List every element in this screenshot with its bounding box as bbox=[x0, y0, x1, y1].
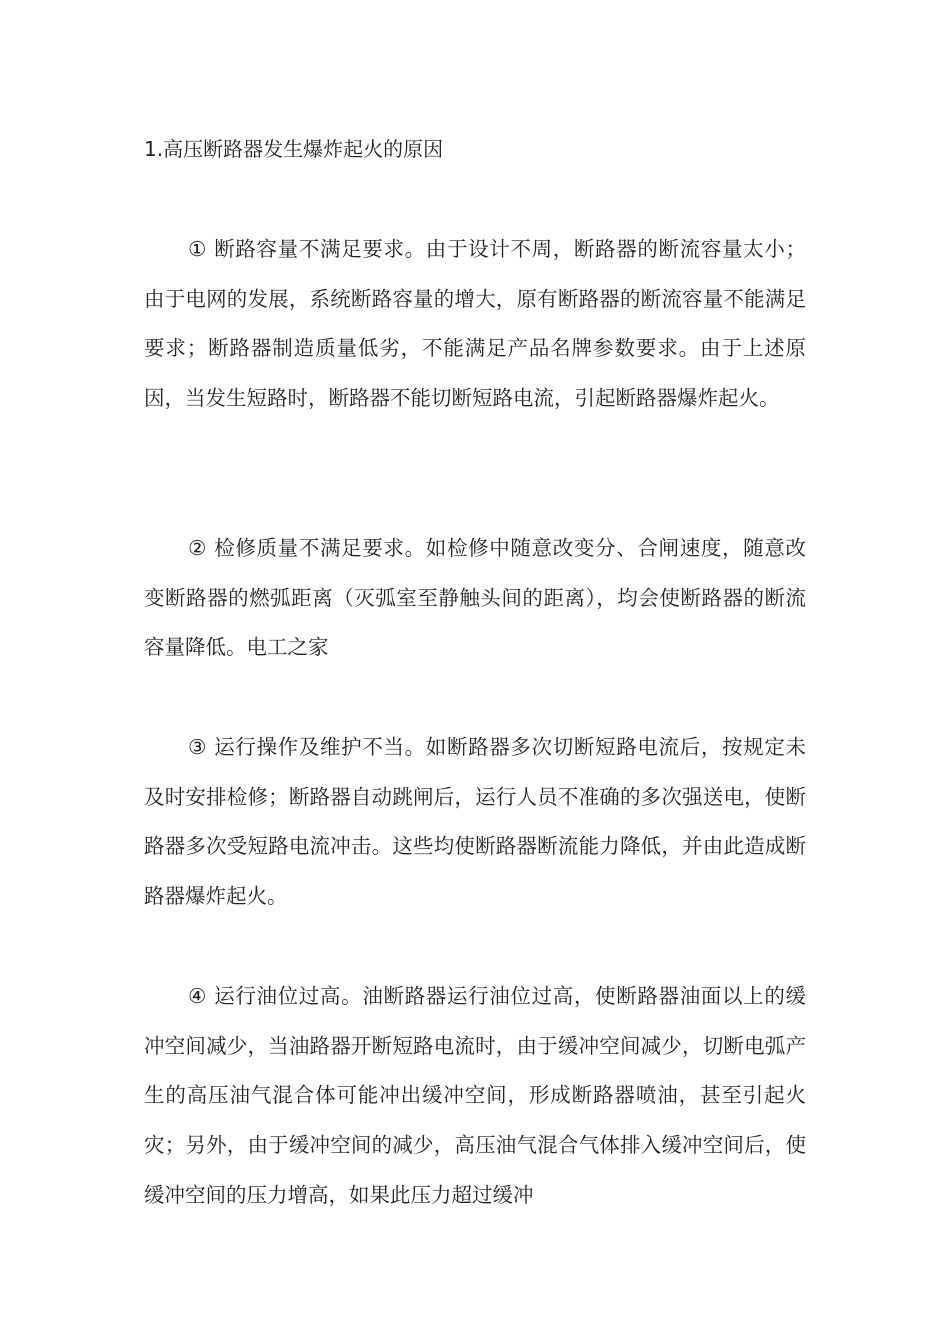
paragraph-breaking-capacity: ① 断路容量不满足要求。由于设计不周，断路器的断流容量太小；由于电网的发展，系统断路容量的增大，原有断路器的断流容量不能满足要求；断路器制造质量低劣，不能满足产品名牌参数要求。由于上述原因，当发生短路时，断路器不能切断短路电流，引起断路器爆炸起火。 bbox=[144, 237, 806, 411]
section-heading: 1.高压断路器发生爆炸起火的原因 bbox=[144, 137, 444, 161]
paragraph-maintenance-quality: ② 检修质量不满足要求。如检修中随意改变分、合闸速度，随意改变断路器的燃弧距离（灭弧室至静触头间的距离），均会使断路器的断流容量降低。电工之家 bbox=[144, 536, 806, 660]
paragraph-operation-maintenance: ③ 运行操作及维护不当。如断路器多次切断短路电流后，按规定未及时安排检修；断路器自动跳闸后，运行人员不准确的多次强送电，使断路器多次受短路电流冲击。这些均使断路器断流能力降低，并由此造成断路器爆炸起火。 bbox=[144, 735, 806, 909]
paragraph-oil-level: ④ 运行油位过高。油断路器运行油位过高，使断路器油面以上的缓冲空间减少，当油路器开断短路电流时，由于缓冲空间减少，切断电弧产生的高压油气混合体可能冲出缓冲空间，形成断路器喷油，甚至引起火灾；另外，由于缓冲空间的减少，高压油气混合气体排入缓冲空间后，使缓冲空间的压力增高，如果此压力超过缓冲 bbox=[144, 984, 806, 1207]
